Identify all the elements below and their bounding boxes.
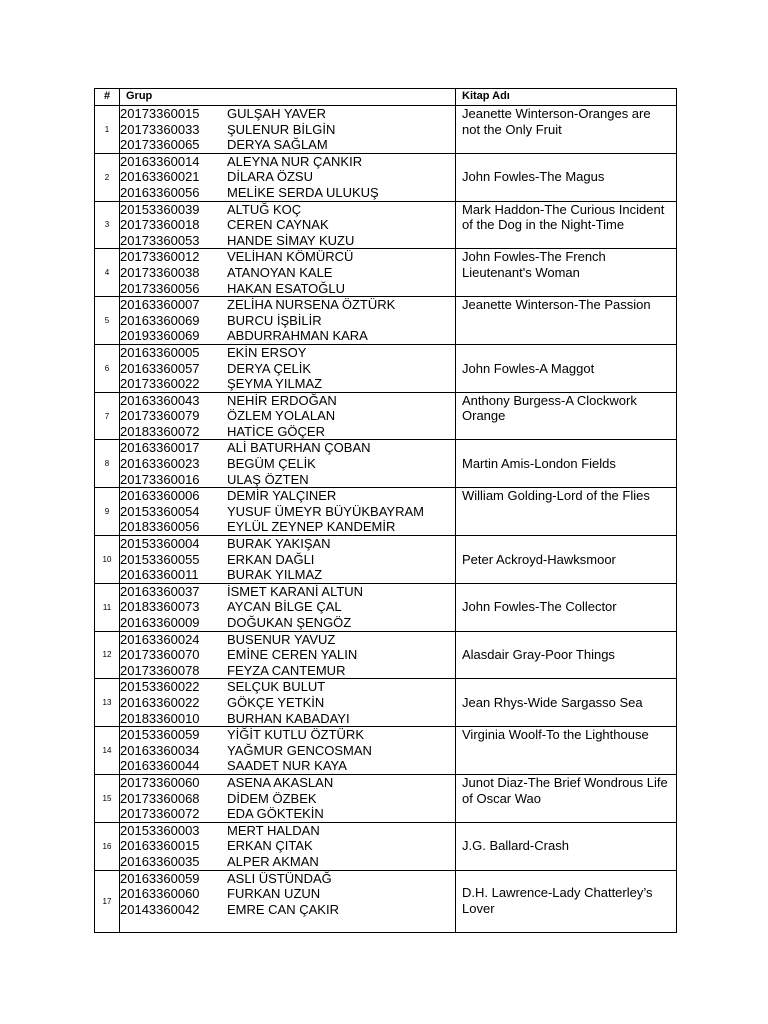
student-name: ULAŞ ÖZTEN <box>227 471 309 487</box>
student-name: ŞULENUR BİLGİN <box>227 121 336 137</box>
group-members <box>120 774 456 822</box>
table-row <box>95 583 677 631</box>
student-id: 20173360016 <box>120 471 200 487</box>
student-id: 20173360053 <box>120 232 200 248</box>
book-title: Martin Amis-London Fields <box>456 440 677 488</box>
student-name: HAKAN ESATOĞLU <box>227 280 345 296</box>
student-id: 20163360023 <box>120 456 200 472</box>
table-row <box>95 201 677 249</box>
student-name: BEGÜM ÇELİK <box>227 456 316 472</box>
header-book-title: Kitap Adı <box>456 89 677 106</box>
student-id: 20163360009 <box>120 615 200 630</box>
student-name: EMRE CAN ÇAKIR <box>227 901 339 917</box>
member-line <box>120 758 455 774</box>
student-id: 20153360059 <box>120 727 200 743</box>
student-name: SAADET NUR KAYA <box>227 758 347 774</box>
student-id: 20163360005 <box>120 344 200 360</box>
table-row <box>95 440 677 488</box>
group-members <box>120 440 456 488</box>
group-number: 13 <box>95 679 120 727</box>
group-members <box>120 870 456 932</box>
table-row <box>95 344 677 392</box>
student-name: EDA GÖKTEKİN <box>227 806 324 822</box>
member-line <box>120 838 455 854</box>
member-line <box>120 599 455 615</box>
table-row <box>95 106 677 154</box>
student-id: 20173360078 <box>120 662 200 678</box>
book-title: D.H. Lawrence-Lady Chatterley’s Lover <box>456 870 677 932</box>
student-name: SELÇUK BULUT <box>227 679 326 695</box>
group-members <box>120 297 456 345</box>
book-title: Alasdair Gray-Poor Things <box>456 631 677 679</box>
group-number: 15 <box>95 774 120 822</box>
student-name: YUSUF ÜMEYR BÜYÜKBAYRAM <box>227 503 424 519</box>
member-line <box>120 154 455 170</box>
group-members <box>120 344 456 392</box>
member-line <box>120 249 455 265</box>
member-line <box>120 519 455 535</box>
student-id: 20173360056 <box>120 280 200 296</box>
group-members <box>120 822 456 870</box>
student-id: 20173360015 <box>120 106 200 121</box>
member-line <box>120 504 455 520</box>
book-title: William Golding-Lord of the Flies <box>456 488 677 536</box>
member-line <box>120 902 455 918</box>
student-id: 20163360014 <box>120 153 200 169</box>
student-name: BURAK YAKIŞAN <box>227 536 331 552</box>
group-members <box>120 392 456 440</box>
student-id: 20173360079 <box>120 408 200 424</box>
group-members <box>120 727 456 775</box>
book-title: Jean Rhys-Wide Sargasso Sea <box>456 679 677 727</box>
group-number: 4 <box>95 249 120 297</box>
member-line <box>120 615 455 631</box>
student-id: 20153360004 <box>120 536 200 552</box>
student-id: 20173360060 <box>120 774 200 790</box>
student-name: FURKAN UZUN <box>227 886 321 902</box>
student-id: 20173360018 <box>120 217 200 233</box>
student-name: NEHİR ERDOĞAN <box>227 392 337 408</box>
student-id: 20163360011 <box>120 567 199 583</box>
member-line <box>120 106 455 122</box>
group-number: 5 <box>95 297 120 345</box>
member-line <box>120 440 455 456</box>
member-line <box>120 854 455 870</box>
group-members <box>120 201 456 249</box>
group-number: 10 <box>95 536 120 584</box>
table-row <box>95 727 677 775</box>
member-line <box>120 695 455 711</box>
member-line <box>120 122 455 138</box>
table-row <box>95 488 677 536</box>
group-number: 16 <box>95 822 120 870</box>
student-id: 20163360017 <box>120 440 200 456</box>
group-members <box>120 679 456 727</box>
header-group: Grup <box>120 89 456 106</box>
member-line <box>120 376 455 392</box>
student-id: 20153360003 <box>120 822 200 838</box>
student-id: 20163360056 <box>120 184 200 200</box>
student-name: DERYA SAĞLAM <box>227 137 328 153</box>
student-name: ASENA AKASLAN <box>227 774 334 790</box>
student-id: 20173360070 <box>120 647 200 663</box>
student-name: BURHAN KABADAYI <box>227 710 350 726</box>
member-line <box>120 775 455 791</box>
book-title: Junot Diaz-The Brief Wondrous Life of Oscar Wao <box>456 774 677 822</box>
member-line <box>120 679 455 695</box>
table-row <box>95 679 677 727</box>
student-name: EYLÜL ZEYNEP KANDEMİR <box>227 519 396 535</box>
student-id: 20163360059 <box>120 870 200 886</box>
member-line <box>120 265 455 281</box>
student-id: 20153360022 <box>120 679 200 695</box>
student-name: BUSENUR YAVUZ <box>227 631 336 647</box>
student-name: GÖKÇE YETKİN <box>227 694 325 710</box>
student-name: ALEYNA NUR ÇANKIR <box>227 153 363 169</box>
group-book-table <box>94 88 677 933</box>
student-id: 20163360021 <box>120 169 200 185</box>
book-title: Mark Haddon-The Curious Incident of the Dog in the Night-Time <box>456 201 677 249</box>
group-members <box>120 488 456 536</box>
member-line <box>120 281 455 297</box>
group-members <box>120 583 456 631</box>
group-number: 3 <box>95 201 120 249</box>
student-name: VELİHAN KÖMÜRCÜ <box>227 249 354 265</box>
student-id: 20153360054 <box>120 503 200 519</box>
member-line <box>120 488 455 504</box>
student-id: 20163360057 <box>120 360 200 376</box>
student-name: ASLI ÜSTÜNDAĞ <box>227 870 332 886</box>
book-title: Virginia Woolf-To the Lighthouse <box>456 727 677 775</box>
student-name: YİĞİT KUTLU ÖZTÜRK <box>227 727 364 743</box>
student-id: 20163360044 <box>120 758 200 774</box>
student-id: 20163360024 <box>120 631 200 647</box>
student-name: ATANOYAN KALE <box>227 264 333 280</box>
member-line <box>120 361 455 377</box>
member-line <box>120 823 455 839</box>
table-header-row <box>95 89 677 106</box>
student-name: HANDE SİMAY KUZU <box>227 232 355 248</box>
student-name: ABDURRAHMAN KARA <box>227 328 368 344</box>
student-name: BURAK YILMAZ <box>227 567 323 583</box>
student-id: 20183360073 <box>120 599 200 615</box>
student-name: DEMİR YALÇINER <box>227 488 337 504</box>
group-number: 7 <box>95 392 120 440</box>
book-title: J.G. Ballard-Crash <box>456 822 677 870</box>
member-line <box>120 424 455 440</box>
member-line <box>120 791 455 807</box>
book-title: John Fowles-The Collector <box>456 583 677 631</box>
student-id: 20173360038 <box>120 264 200 280</box>
student-name: DERYA ÇELİK <box>227 360 312 376</box>
student-name: BURCU İŞBİLİR <box>227 312 322 328</box>
member-line <box>120 456 455 472</box>
student-name: ALTUĞ KOÇ <box>227 201 302 217</box>
student-name: CEREN CAYNAK <box>227 217 329 233</box>
member-line <box>120 185 455 201</box>
member-line <box>120 567 455 583</box>
student-name: FEYZA CANTEMUR <box>227 662 346 678</box>
book-title: Anthony Burgess-A Clockwork Orange <box>456 392 677 440</box>
member-line <box>120 552 455 568</box>
student-id: 20163360034 <box>120 742 200 758</box>
student-name: YAĞMUR GENCOSMAN <box>227 742 372 758</box>
member-line <box>120 806 455 822</box>
book-title: John Fowles-The Magus <box>456 153 677 201</box>
table-row <box>95 536 677 584</box>
student-id: 20163360022 <box>120 694 200 710</box>
book-title: Jeanette Winterson-The Passion <box>456 297 677 345</box>
student-name: ALİ BATURHAN ÇOBAN <box>227 440 371 456</box>
table-row <box>95 822 677 870</box>
student-name: AYCAN BİLGE ÇAL <box>227 599 342 615</box>
member-line <box>120 233 455 249</box>
group-number: 11 <box>95 583 120 631</box>
student-name: EKİN ERSOY <box>227 344 307 360</box>
group-number: 14 <box>95 727 120 775</box>
member-line <box>120 297 455 313</box>
member-line <box>120 632 455 648</box>
book-title: Jeanette Winterson-Oranges are not the Only Fruit <box>456 106 677 154</box>
table-row <box>95 392 677 440</box>
student-name: GULŞAH YAVER <box>227 106 326 121</box>
member-line <box>120 169 455 185</box>
member-line <box>120 727 455 743</box>
student-name: ÖZLEM YOLALAN <box>227 408 336 424</box>
group-number: 9 <box>95 488 120 536</box>
student-id: 20173360012 <box>120 249 200 265</box>
student-id: 20163360069 <box>120 312 200 328</box>
group-number: 12 <box>95 631 120 679</box>
student-name: İSMET KARANİ ALTUN <box>227 583 364 599</box>
group-members <box>120 249 456 297</box>
member-line <box>120 711 455 727</box>
member-line <box>120 472 455 488</box>
student-name: MERT HALDAN <box>227 822 320 838</box>
header-number: # <box>95 89 120 106</box>
student-id: 20163360035 <box>120 853 200 869</box>
group-members <box>120 106 456 154</box>
table-row <box>95 870 677 932</box>
group-number: 6 <box>95 344 120 392</box>
member-line <box>120 584 455 600</box>
member-line <box>120 393 455 409</box>
student-name: EMİNE CEREN YALIN <box>227 647 358 663</box>
student-id: 20153360055 <box>120 551 200 567</box>
member-line <box>120 663 455 679</box>
book-title: John Fowles-A Maggot <box>456 344 677 392</box>
member-line <box>120 137 455 153</box>
student-id: 20173360033 <box>120 121 200 137</box>
member-line <box>120 536 455 552</box>
student-name: ZELİHA NURSENA ÖZTÜRK <box>227 297 396 313</box>
student-id: 20163360006 <box>120 488 200 504</box>
member-line <box>120 408 455 424</box>
group-number: 17 <box>95 870 120 932</box>
member-line <box>120 328 455 344</box>
student-name: ERKAN DAĞLI <box>227 551 315 567</box>
student-id: 20183360010 <box>120 710 200 726</box>
table-row <box>95 249 677 297</box>
student-id: 20183360056 <box>120 519 200 535</box>
student-id: 20173360072 <box>120 806 200 822</box>
member-line <box>120 886 455 902</box>
student-id: 20173360065 <box>120 137 200 153</box>
table-row <box>95 297 677 345</box>
member-line <box>120 345 455 361</box>
group-members <box>120 153 456 201</box>
student-id: 20143360042 <box>120 901 200 917</box>
student-id: 20153360039 <box>120 201 200 217</box>
student-name: MELİKE SERDA ULUKUŞ <box>227 184 379 200</box>
book-title: Peter Ackroyd-Hawksmoor <box>456 536 677 584</box>
student-name: DİDEM ÖZBEK <box>227 790 317 806</box>
group-members <box>120 536 456 584</box>
member-line <box>120 871 455 887</box>
student-id: 20193360069 <box>120 328 200 344</box>
student-id: 20183360072 <box>120 423 200 439</box>
student-id: 20163360037 <box>120 583 200 599</box>
member-line <box>120 743 455 759</box>
student-id: 20163360043 <box>120 392 200 408</box>
group-number: 8 <box>95 440 120 488</box>
table-row <box>95 153 677 201</box>
member-line <box>120 202 455 218</box>
book-title: John Fowles-The French Lieutenant's Woman <box>456 249 677 297</box>
student-name: ALPER AKMAN <box>227 853 319 869</box>
member-line <box>120 313 455 329</box>
student-name: HATİCE GÖÇER <box>227 423 325 439</box>
member-line <box>120 217 455 233</box>
group-number: 1 <box>95 106 120 154</box>
table-row <box>95 774 677 822</box>
student-id: 20173360022 <box>120 376 200 392</box>
group-number: 2 <box>95 153 120 201</box>
student-name: DOĞUKAN ŞENGÖZ <box>227 615 352 630</box>
student-id: 20163360015 <box>120 838 200 854</box>
student-id: 20163360007 <box>120 297 200 313</box>
table-row <box>95 631 677 679</box>
student-id: 20173360068 <box>120 790 200 806</box>
group-members <box>120 631 456 679</box>
student-name: DİLARA ÖZSU <box>227 169 313 185</box>
member-line <box>120 647 455 663</box>
student-name: ŞEYMA YILMAZ <box>227 376 323 392</box>
student-id: 20163360060 <box>120 886 200 902</box>
student-name: ERKAN ÇITAK <box>227 838 313 854</box>
